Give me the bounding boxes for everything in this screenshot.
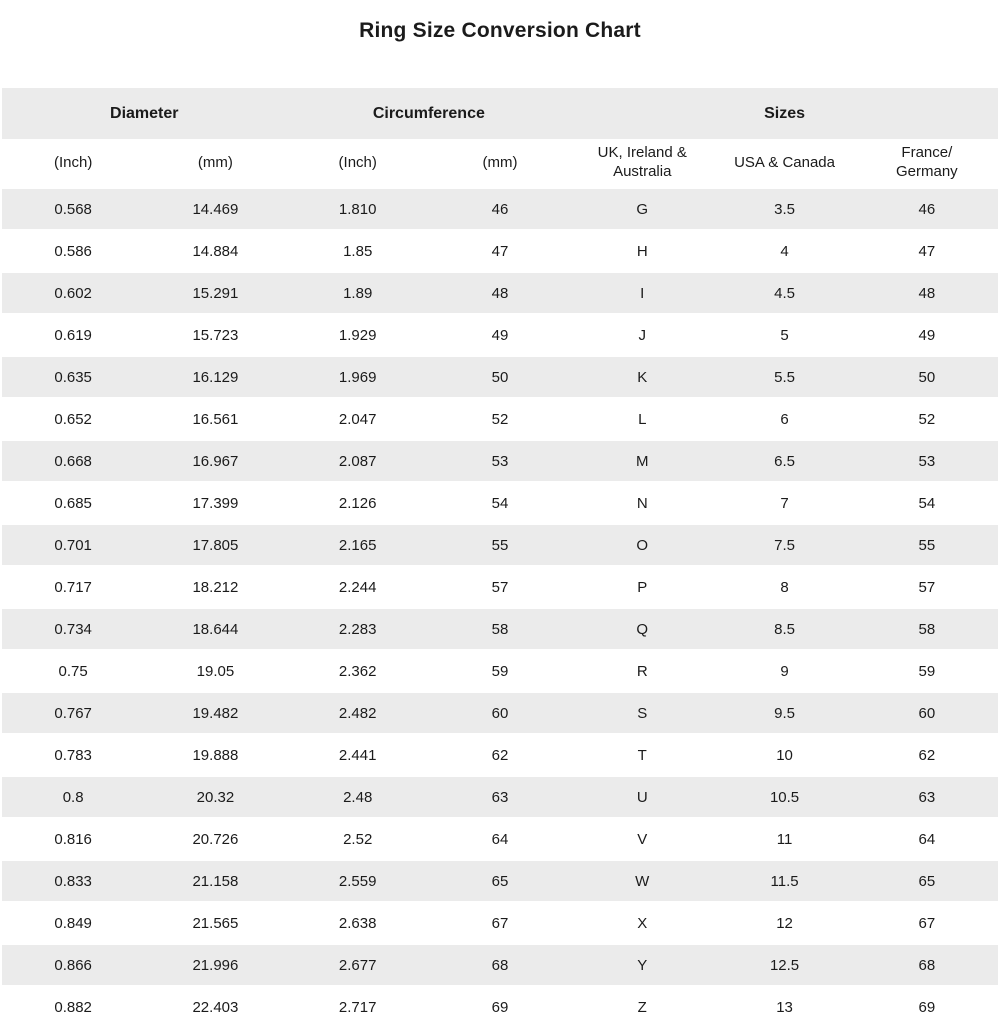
table-cell: Z (571, 986, 713, 1027)
table-cell: 69 (856, 986, 998, 1027)
table-row (2, 902, 998, 944)
table-cell: X (571, 902, 713, 944)
table-cell: 0.8 (2, 776, 144, 818)
table-cell: O (571, 524, 713, 566)
table-cell: M (571, 440, 713, 482)
table-row (2, 944, 998, 986)
table-cell: Q (571, 608, 713, 650)
table-cell: 68 (856, 944, 998, 986)
table-cell: 6 (713, 398, 855, 440)
table-cell: V (571, 818, 713, 860)
table-cell: 0.767 (2, 692, 144, 734)
table-cell: 18.644 (144, 608, 286, 650)
table-cell: 16.129 (144, 356, 286, 398)
table-row (2, 608, 998, 650)
table-cell: 1.929 (287, 314, 429, 356)
table-cell: 2.717 (287, 986, 429, 1027)
column-header-circumference-inch: (Inch) (287, 139, 429, 188)
table-cell: 53 (429, 440, 571, 482)
table-cell: 59 (856, 650, 998, 692)
table-cell: 2.52 (287, 818, 429, 860)
table-cell: 57 (429, 566, 571, 608)
column-header-diameter-mm: (mm) (144, 139, 286, 188)
table-cell: 64 (429, 818, 571, 860)
table-cell: S (571, 692, 713, 734)
table-cell: 5 (713, 314, 855, 356)
table-cell: 0.586 (2, 230, 144, 272)
table-cell: 52 (856, 398, 998, 440)
table-cell: 16.561 (144, 398, 286, 440)
table-cell: 14.469 (144, 188, 286, 230)
table-cell: 0.652 (2, 398, 144, 440)
ring-size-conversion-table (2, 88, 998, 1027)
table-cell: 58 (429, 608, 571, 650)
table-row (2, 986, 998, 1027)
column-header-france-germany: France/ Germany (856, 139, 998, 188)
table-row (2, 482, 998, 524)
group-header-sizes: Sizes (571, 88, 998, 139)
table-cell: 0.568 (2, 188, 144, 230)
table-row (2, 230, 998, 272)
column-header-row (2, 139, 998, 188)
table-cell: I (571, 272, 713, 314)
table-cell: 48 (429, 272, 571, 314)
table-cell: 9 (713, 650, 855, 692)
table-cell: 2.559 (287, 860, 429, 902)
table-cell: 1.810 (287, 188, 429, 230)
table-row (2, 692, 998, 734)
table-cell: K (571, 356, 713, 398)
table-cell: 5.5 (713, 356, 855, 398)
table-row (2, 440, 998, 482)
table-cell: 2.677 (287, 944, 429, 986)
table-cell: 7 (713, 482, 855, 524)
table-cell: P (571, 566, 713, 608)
column-header-uk-ireland-australia: UK, Ireland & Australia (571, 139, 713, 188)
table-cell: 2.441 (287, 734, 429, 776)
group-header-circumference: Circumference (287, 88, 572, 139)
table-cell: 20.32 (144, 776, 286, 818)
table-cell: 62 (429, 734, 571, 776)
table-row (2, 734, 998, 776)
table-cell: G (571, 188, 713, 230)
table-cell: 11.5 (713, 860, 855, 902)
table-cell: 67 (856, 902, 998, 944)
column-header-circumference-mm: (mm) (429, 139, 571, 188)
table-cell: 54 (429, 482, 571, 524)
table-cell: N (571, 482, 713, 524)
table-body (2, 188, 998, 1027)
table-cell: 49 (856, 314, 998, 356)
table-cell: J (571, 314, 713, 356)
table-cell: 12 (713, 902, 855, 944)
table-cell: 65 (856, 860, 998, 902)
table-cell: 58 (856, 608, 998, 650)
column-header-diameter-inch: (Inch) (2, 139, 144, 188)
table-cell: 55 (429, 524, 571, 566)
table-cell: 10.5 (713, 776, 855, 818)
table-row (2, 188, 998, 230)
table-cell: T (571, 734, 713, 776)
table-cell: W (571, 860, 713, 902)
table-cell: 15.291 (144, 272, 286, 314)
table-cell: 3.5 (713, 188, 855, 230)
table-cell: 0.833 (2, 860, 144, 902)
table-cell: U (571, 776, 713, 818)
table-cell: 20.726 (144, 818, 286, 860)
page-title: Ring Size Conversion Chart (359, 19, 641, 42)
table-cell: 15.723 (144, 314, 286, 356)
table-cell: 16.967 (144, 440, 286, 482)
table-cell: 46 (429, 188, 571, 230)
table-cell: 18.212 (144, 566, 286, 608)
table-cell: 60 (856, 692, 998, 734)
table-cell: 1.969 (287, 356, 429, 398)
table-cell: 7.5 (713, 524, 855, 566)
table-cell: 0.816 (2, 818, 144, 860)
table-cell: 50 (429, 356, 571, 398)
table-cell: 21.158 (144, 860, 286, 902)
table-cell: 63 (429, 776, 571, 818)
table-cell: 47 (429, 230, 571, 272)
table-cell: 22.403 (144, 986, 286, 1027)
group-header-row (2, 88, 998, 139)
table-cell: 19.482 (144, 692, 286, 734)
table-cell: 10 (713, 734, 855, 776)
table-cell: 2.087 (287, 440, 429, 482)
table-cell: 0.75 (2, 650, 144, 692)
table-cell: 21.565 (144, 902, 286, 944)
table-cell: 2.638 (287, 902, 429, 944)
table-cell: 68 (429, 944, 571, 986)
table-cell: 46 (856, 188, 998, 230)
table-cell: Y (571, 944, 713, 986)
table-cell: 2.482 (287, 692, 429, 734)
table-cell: 52 (429, 398, 571, 440)
table-cell: 2.362 (287, 650, 429, 692)
table-cell: 19.05 (144, 650, 286, 692)
table-cell: 53 (856, 440, 998, 482)
table-cell: 2.283 (287, 608, 429, 650)
table-cell: 57 (856, 566, 998, 608)
table-cell: L (571, 398, 713, 440)
table-cell: 4.5 (713, 272, 855, 314)
table-row (2, 650, 998, 692)
table-cell: 0.619 (2, 314, 144, 356)
table-cell: 0.685 (2, 482, 144, 524)
table-cell: 1.89 (287, 272, 429, 314)
table-cell: 67 (429, 902, 571, 944)
table-cell: 55 (856, 524, 998, 566)
table-cell: 64 (856, 818, 998, 860)
table-cell: 0.701 (2, 524, 144, 566)
table-cell: 11 (713, 818, 855, 860)
table-cell: 48 (856, 272, 998, 314)
table-cell: 14.884 (144, 230, 286, 272)
table-cell: R (571, 650, 713, 692)
table-cell: 47 (856, 230, 998, 272)
table-cell: H (571, 230, 713, 272)
table-cell: 63 (856, 776, 998, 818)
table-row (2, 818, 998, 860)
table-cell: 8.5 (713, 608, 855, 650)
table-cell: 9.5 (713, 692, 855, 734)
table-cell: 49 (429, 314, 571, 356)
table-cell: 0.717 (2, 566, 144, 608)
table-cell: 21.996 (144, 944, 286, 986)
table-cell: 6.5 (713, 440, 855, 482)
table-cell: 59 (429, 650, 571, 692)
group-header-diameter: Diameter (2, 88, 287, 139)
table-cell: 50 (856, 356, 998, 398)
table-cell: 2.48 (287, 776, 429, 818)
table-cell: 0.734 (2, 608, 144, 650)
table-row (2, 398, 998, 440)
table-cell: 2.165 (287, 524, 429, 566)
table-cell: 69 (429, 986, 571, 1027)
table-cell: 54 (856, 482, 998, 524)
table-row (2, 356, 998, 398)
table-cell: 0.882 (2, 986, 144, 1027)
table-cell: 62 (856, 734, 998, 776)
table-cell: 17.399 (144, 482, 286, 524)
table-cell: 2.244 (287, 566, 429, 608)
table-cell: 0.849 (2, 902, 144, 944)
table-cell: 0.783 (2, 734, 144, 776)
table-cell: 0.602 (2, 272, 144, 314)
table-header (2, 88, 998, 188)
table-cell: 8 (713, 566, 855, 608)
table-row (2, 272, 998, 314)
table-row (2, 566, 998, 608)
table-row (2, 524, 998, 566)
table-cell: 12.5 (713, 944, 855, 986)
table-row (2, 776, 998, 818)
table-row (2, 314, 998, 356)
table-cell: 65 (429, 860, 571, 902)
table-cell: 60 (429, 692, 571, 734)
table-cell: 4 (713, 230, 855, 272)
table-cell: 0.866 (2, 944, 144, 986)
table-row (2, 860, 998, 902)
column-header-usa-canada: USA & Canada (713, 139, 855, 188)
table-cell: 19.888 (144, 734, 286, 776)
table-cell: 13 (713, 986, 855, 1027)
table-cell: 17.805 (144, 524, 286, 566)
table-cell: 1.85 (287, 230, 429, 272)
table-cell: 0.668 (2, 440, 144, 482)
table-cell: 2.047 (287, 398, 429, 440)
table-cell: 2.126 (287, 482, 429, 524)
table-cell: 0.635 (2, 356, 144, 398)
